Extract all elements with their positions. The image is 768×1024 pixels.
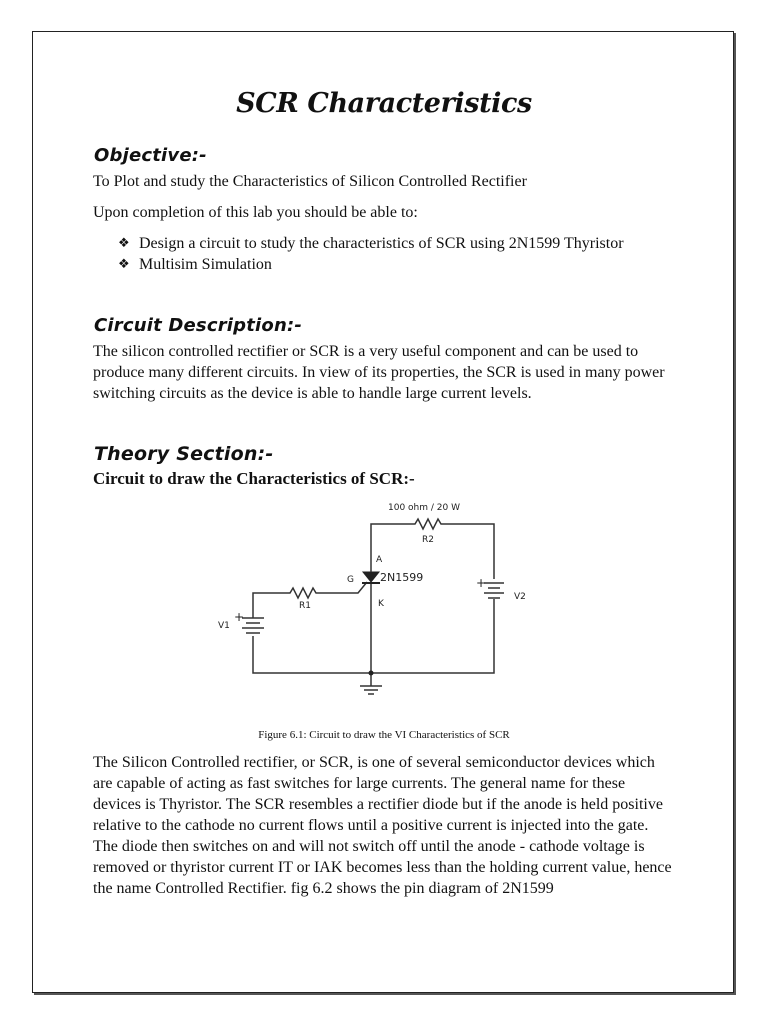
gate-label: G bbox=[347, 575, 354, 585]
v1-plus-sign: + bbox=[234, 610, 245, 624]
objective-intro: Upon completion of this lab you should be able to: bbox=[93, 204, 418, 221]
objective-text: To Plot and study the Characteristics of Silicon Controlled Rectifier bbox=[93, 173, 527, 190]
page-title: SCR Characteristics bbox=[236, 88, 532, 119]
bullet-text: Design a circuit to study the characteristics of SCR using 2N1599 Thyristor bbox=[139, 235, 624, 252]
circuit-description-text: The silicon controlled rectifier or SCR is a very useful component and can be used to produce many different circuits. In view of its properties, the SCR is used in many power switching circuits as the device is able to handle large current levels. bbox=[93, 343, 665, 402]
circuit-description-heading: Circuit Description:- bbox=[94, 315, 303, 336]
circuit-subheading: Circuit to draw the Characteristics of SCR:- bbox=[93, 469, 415, 488]
diamond-bullet-icon: ❖ bbox=[118, 257, 130, 272]
r1-label: R1 bbox=[299, 601, 311, 611]
bullet-text: Multisim Simulation bbox=[139, 256, 272, 273]
v1-label: V1 bbox=[218, 621, 230, 631]
scr-circuit-diagram bbox=[210, 496, 530, 701]
r1-gate-resistor bbox=[253, 582, 367, 618]
v2-plus-sign: + bbox=[476, 576, 487, 590]
objective-bullet-list bbox=[118, 233, 678, 275]
diamond-bullet-icon: ❖ bbox=[118, 236, 130, 251]
figure-caption: Figure 6.1: Circuit to draw the VI Characteristics of SCR bbox=[258, 729, 510, 741]
r2-label: R2 bbox=[422, 535, 434, 545]
theory-heading: Theory Section:- bbox=[94, 443, 274, 465]
v2-label: V2 bbox=[514, 592, 526, 602]
anode-label: A bbox=[376, 555, 383, 565]
theory-body-text: The Silicon Controlled rectifier, or SCR, is one of several semiconductor devices which are capable of acting as fast switches for large currents. The general name for these devices is Thyristor. The SCR resembles a rectifier diode but if the anode is held positive relative to the cathode no current flows until a positive current is injected into the gate. The diode then switches on and will not switch off until the anode - cathode voltage is removed or thyristor current IT or IAK becomes less than the holding current value, hence the name Controlled Rectifier. fig 6.2 shows the pin diagram of 2N1599 bbox=[93, 754, 672, 897]
list-item bbox=[118, 254, 678, 275]
objective-heading: Objective:- bbox=[94, 145, 207, 166]
load-rating-label: 100 ohm / 20 W bbox=[388, 503, 460, 513]
return-wire bbox=[253, 599, 494, 673]
cathode-label: K bbox=[378, 599, 384, 609]
scr-part-label: 2N1599 bbox=[380, 571, 424, 584]
r2-resistor bbox=[371, 519, 494, 579]
list-item bbox=[118, 233, 678, 254]
